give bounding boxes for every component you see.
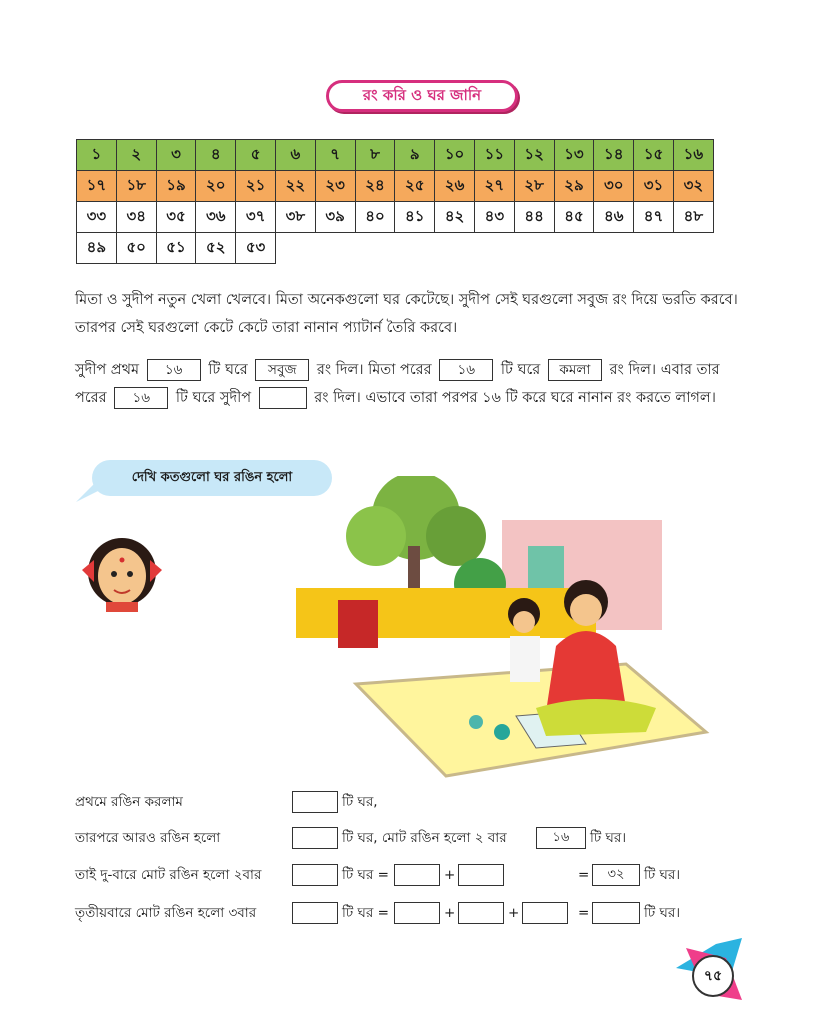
grid-cell: ১১: [474, 140, 514, 171]
grid-cell: ৫২: [196, 233, 236, 264]
para2-text-7: রং দিল। এভাবে তারা পরপর ১৬ টি করে ঘরে নানান রং করতে লাগল।: [314, 390, 716, 406]
grid-cell: ৩০: [594, 171, 634, 202]
row2-answer-box[interactable]: [292, 827, 338, 849]
third-count-box: ১৬: [114, 387, 168, 409]
row1-suffix: টি ঘর,: [342, 794, 378, 810]
grid-cell: ৪৪: [514, 202, 554, 233]
grid-cell: ১৯: [156, 171, 196, 202]
page-title: রং করি ও ঘর জানি: [326, 80, 518, 112]
row4-answer-box[interactable]: [292, 902, 338, 924]
row3-equals: =: [578, 867, 590, 883]
grid-cell: ৩২: [673, 171, 713, 202]
grid-cell: ২৮: [514, 171, 554, 202]
para2-text-3: রং দিল। মিতা পরের: [316, 362, 432, 378]
grid-cell: ২২: [275, 171, 315, 202]
row3-end: টি ঘর।: [644, 867, 681, 883]
grid-cell: ৪: [196, 140, 236, 171]
row3-text: টি ঘর =: [342, 867, 389, 883]
grid-cell: ৫০: [116, 233, 156, 264]
page-number: ৭৫: [692, 955, 734, 997]
grid-cell: ৩: [156, 140, 196, 171]
second-color-box: কমলা: [548, 359, 602, 381]
speech-bubble-tail: [76, 482, 106, 504]
grid-cell: ২৭: [474, 171, 514, 202]
row1-answer-box[interactable]: [292, 791, 338, 813]
grid-cell: ১: [77, 140, 117, 171]
row4-plus2: +: [508, 905, 520, 921]
grid-cell: ১২: [514, 140, 554, 171]
grid-cell: ২৬: [435, 171, 475, 202]
grid-cell: ৪১: [395, 202, 435, 233]
grid-cell: ২৯: [554, 171, 594, 202]
grid-cell: ৪৮: [673, 202, 713, 233]
row4-addend3-box[interactable]: [522, 902, 568, 924]
grid-cell: ৯: [395, 140, 435, 171]
girl-portrait-illustration: [72, 520, 172, 612]
row3-answer-box[interactable]: [292, 864, 338, 886]
grid-cell: ২: [116, 140, 156, 171]
grid-row: [77, 233, 714, 264]
grid-cell: ৩৩: [77, 202, 117, 233]
row4-text: টি ঘর =: [342, 905, 389, 921]
row4-plus1: +: [444, 905, 456, 921]
row4-addend1-box[interactable]: [394, 902, 440, 924]
intro-paragraph: মিতা ও সুদীপ নতুন খেলা খেলবে। মিতা অনেকগুলো ঘর কেটেছে। সুদীপ সেই ঘরগুলো সবুজ রং দিয়ে ভরতি করবে। তারপর সেই ঘরগুলো কেটে কেটে তারা নানান প্যাটার্ন তৈরি করবে।: [75, 292, 738, 336]
second-count-box: ১৬: [439, 359, 493, 381]
grid-cell: ১৭: [77, 171, 117, 202]
grid-cell: ১৪: [594, 140, 634, 171]
para2-text-5: রং দিল। এবার তার পরের: [75, 362, 720, 406]
grid-cell: ২৫: [395, 171, 435, 202]
row4-result-box[interactable]: [592, 902, 640, 924]
grid-cell: ৫: [236, 140, 276, 171]
grid-cell: ১৬: [673, 140, 713, 171]
grid-cell: ৮: [355, 140, 395, 171]
grid-cell: ১৮: [116, 171, 156, 202]
row4-end: টি ঘর।: [644, 905, 681, 921]
row3-addend2-box[interactable]: [458, 864, 504, 886]
grid-cell: ১৩: [554, 140, 594, 171]
row3-addend1-box[interactable]: [394, 864, 440, 886]
grid-cell: ৩৮: [275, 202, 315, 233]
grid-cell: ৪৬: [594, 202, 634, 233]
row3-plus: +: [444, 867, 456, 883]
grid-cell: ২১: [236, 171, 276, 202]
grid-cell: ১৫: [634, 140, 674, 171]
grid-cell: ১০: [435, 140, 475, 171]
row3-label: তাই দু-বারে মোট রঙিন হলো ২বার: [75, 867, 262, 883]
row4-addend2-box[interactable]: [458, 902, 504, 924]
number-grid: [76, 139, 714, 264]
grid-row: [77, 140, 714, 171]
row2-suffix2: টি ঘর।: [590, 830, 627, 846]
row4-equals: =: [578, 905, 590, 921]
grid-cell: ৪৯: [77, 233, 117, 264]
para2-text-6: টি ঘরে সুদীপ: [175, 390, 252, 406]
grid-cell: ৪৩: [474, 202, 514, 233]
row2-label: তারপরে আরও রঙিন হলো: [75, 830, 221, 846]
grid-cell: ৪৭: [634, 202, 674, 233]
row2-suffix: টি ঘর, মোট রঙিন হলো ২ বার: [342, 830, 507, 846]
grid-cell: ২৩: [315, 171, 355, 202]
grid-cell: ৫৩: [236, 233, 276, 264]
para2-text-2: টি ঘরে: [208, 362, 248, 378]
grid-cell: ৪০: [355, 202, 395, 233]
grid-cell: ৭: [315, 140, 355, 171]
speech-bubble: দেখি কতগুলো ঘর রঙিন হলো: [92, 460, 332, 496]
para2-text-1: সুদীপ প্রথম: [75, 362, 140, 378]
grid-cell: ৩৭: [236, 202, 276, 233]
grid-cell: ২৪: [355, 171, 395, 202]
grid-cell: ৩৫: [156, 202, 196, 233]
grid-row: [77, 171, 714, 202]
grid-cell: ৬: [275, 140, 315, 171]
grid-cell: ২০: [196, 171, 236, 202]
para2-text-4: টি ঘরে: [500, 362, 541, 378]
grid-cell: ৩৯: [315, 202, 355, 233]
children-painting-illustration: [296, 476, 716, 786]
grid-cell: ৩১: [634, 171, 674, 202]
grid-cell: ৪৫: [554, 202, 594, 233]
row2-total-box: ১৬: [536, 827, 586, 849]
first-count-box: ১৬: [147, 359, 201, 381]
grid-row: [77, 202, 714, 233]
row4-label: তৃতীয়বারে মোট রঙিন হলো ৩বার: [75, 905, 257, 921]
coloring-paragraph: [75, 356, 755, 412]
row3-result-box: ৩২: [592, 864, 640, 886]
grid-cell: ৫১: [156, 233, 196, 264]
grid-cell: ৩৪: [116, 202, 156, 233]
row1-label: প্রথমে রঙিন করলাম: [75, 794, 183, 810]
grid-cell: ৪২: [435, 202, 475, 233]
grid-cell: ৩৬: [196, 202, 236, 233]
first-color-box: সবুজ: [255, 359, 309, 381]
third-color-blank-box[interactable]: [259, 387, 307, 409]
